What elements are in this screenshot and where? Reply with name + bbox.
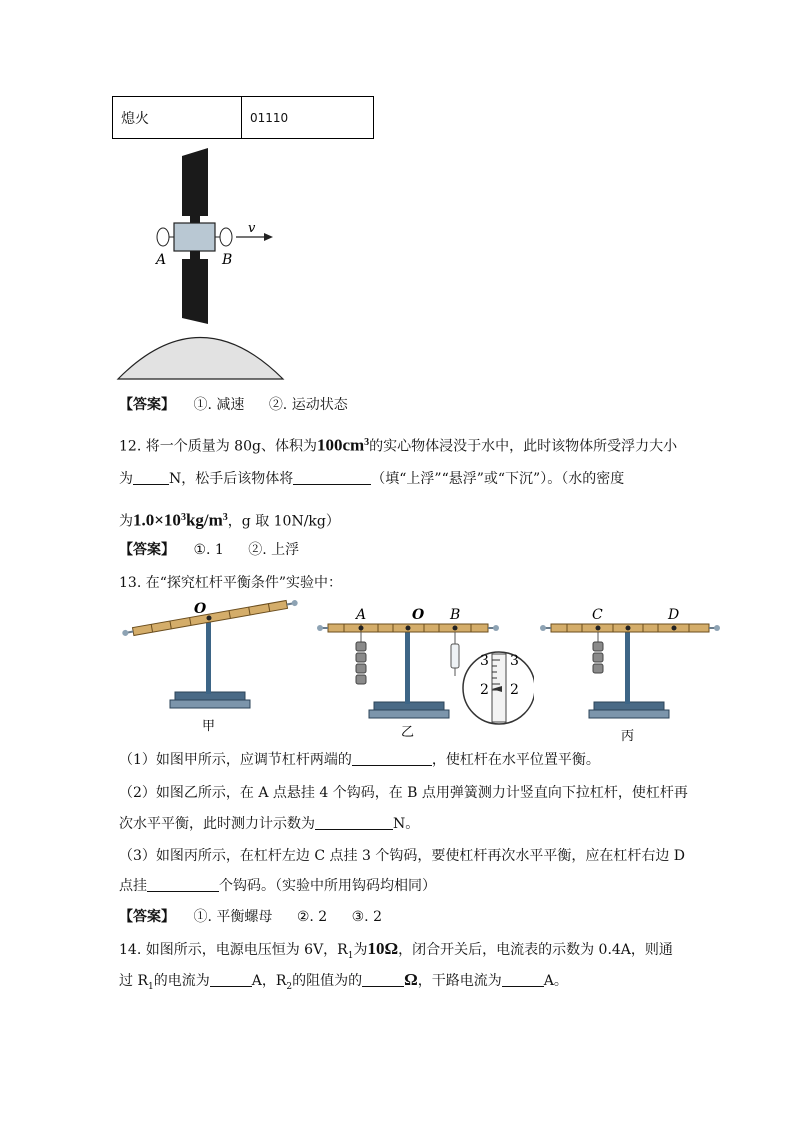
answer-blank[interactable]: [315, 815, 393, 830]
answer-blank[interactable]: [362, 972, 404, 987]
answer-item: ①. 平衡螺母: [193, 909, 273, 925]
lever-figure-jia: [118, 596, 303, 736]
q13-part2-line1: （2）如图乙所示，在 A 点悬挂 4 个钩码，在 B 点用弹簧测力计竖直向下拉杠杆，使杠杆再: [119, 785, 688, 801]
solar-panel-bottom: [182, 259, 208, 324]
density-exponent: 3: [180, 512, 186, 523]
pivot-label: O: [194, 601, 207, 617]
q12-line1: [119, 433, 677, 457]
q14-text: 的电流为: [153, 973, 210, 989]
status-table: [112, 96, 374, 139]
q14-text: ，闭合开关后，电流表的示数为 0.4A，则通: [398, 942, 673, 958]
subscript: 2: [286, 981, 293, 992]
q14-text: 为: [353, 942, 368, 958]
answer-item: ②. 运动状态: [268, 397, 348, 413]
table-cell-label: 熄火: [113, 97, 242, 139]
figure-caption: 甲: [202, 719, 216, 734]
figure-caption: 乙: [401, 725, 415, 740]
answer-blank[interactable]: [352, 751, 432, 766]
q12-line2: [119, 469, 624, 489]
q13-part1: [119, 750, 600, 770]
q13-text: N。: [393, 816, 420, 832]
lever-figure-yi: [314, 600, 534, 742]
density-unit-exponent: 3: [222, 512, 228, 523]
answer-blank[interactable]: [133, 470, 169, 485]
q13-text: 个钩码。（实验中所用钩码均相同）: [219, 878, 436, 894]
q12-text: 为: [119, 471, 133, 487]
q13-text: 次水平平衡，此时测力计示数为: [119, 816, 315, 832]
resistance-value: 10Ω: [367, 939, 399, 958]
solar-panel-top: [182, 148, 208, 216]
answer-blank[interactable]: [210, 972, 252, 987]
answer-item: ①. 减速: [193, 397, 245, 413]
q13-text: （1）如图甲所示，应调节杠杆两端的: [119, 752, 352, 768]
q14-text: 过 R: [119, 973, 148, 989]
table-row: [113, 97, 374, 139]
q13-part2-line2: [119, 814, 419, 834]
weights-c-icon: [593, 632, 603, 673]
scale-tick: 3: [510, 653, 519, 669]
q13-text: ，使杠杆在水平位置平衡。: [431, 752, 600, 768]
q14-text: 14. 如图所示，电源电压恒为 6V，R: [119, 942, 348, 958]
pivot-label: O: [412, 607, 425, 623]
answer-blank[interactable]: [147, 877, 219, 892]
q12-text: 的实心物体浸没于水中，此时该物体所受浮力大小: [369, 438, 678, 455]
q14-line1: [119, 939, 673, 966]
satellite-body: [174, 223, 215, 251]
spring-scale-icon: [451, 632, 459, 676]
answer-item: ③. 2: [351, 909, 382, 925]
point-c-label: C: [592, 607, 603, 623]
answer-blank[interactable]: [293, 470, 371, 485]
ohm-symbol: Ω: [404, 970, 418, 989]
answer-item: ①. 1: [193, 542, 224, 558]
answer-blank[interactable]: [502, 972, 544, 987]
q14-text: A。: [543, 973, 568, 989]
q12-text: ，g 取 10N/kg）: [227, 513, 340, 530]
point-d-label: D: [668, 607, 680, 623]
table-cell-code: 01110: [242, 97, 374, 139]
q13-title: 13. 在“探究杠杆平衡条件”实验中：: [119, 575, 343, 591]
answer-line-13: [119, 907, 382, 927]
q13-part3-line2: [119, 876, 436, 896]
answer-item: ②. 上浮: [248, 542, 300, 558]
volume-exponent: 3: [364, 437, 370, 448]
thruster-b-icon: [220, 228, 232, 246]
q14-text: ，干路电流为: [417, 973, 502, 989]
label-v: v: [248, 221, 256, 236]
scale-tick: 2: [510, 682, 519, 698]
weights-a-icon: [356, 632, 366, 684]
point-a-label: A: [356, 607, 367, 623]
subscript: 1: [148, 981, 154, 992]
subscript: 1: [347, 950, 354, 961]
q12-text: 为: [119, 513, 133, 530]
q13-part3-line1: （3）如图丙所示，在杠杆左边 C 点挂 3 个钩码，要使杠杆再次水平平衡，应在杠杆右边 D: [119, 848, 685, 864]
q12-text: 12. 将一个质量为 80g、体积为: [119, 438, 317, 455]
thruster-a-icon: [157, 228, 169, 246]
q12-text: （填“上浮”“悬浮”或“下沉”）。（水的密度: [371, 471, 625, 487]
planet-surface: [118, 338, 283, 380]
answer-line-12: [119, 540, 299, 560]
q14-line2: [119, 970, 568, 997]
satellite-figure: [110, 148, 310, 383]
scale-tick: 2: [480, 682, 489, 698]
q12-line3: [119, 508, 340, 532]
answer-item: ②. 2: [296, 909, 328, 925]
point-b-label: B: [450, 607, 461, 623]
answer-tag: 【答案】: [119, 542, 175, 558]
q14-text: 的阻值为的: [292, 973, 363, 989]
volume-value: 100cm: [316, 435, 365, 455]
scale-tick: 3: [480, 653, 489, 669]
lever-figure-bing: [537, 600, 727, 742]
q14-text: A，R: [251, 973, 287, 989]
q12-text: N，松手后该物体将: [169, 471, 294, 487]
figure-caption: 丙: [621, 729, 635, 742]
density-unit: kg/m: [185, 510, 223, 530]
density-value: 1.0×10: [133, 510, 181, 530]
answer-tag: 【答案】: [119, 909, 175, 925]
label-b: B: [222, 252, 233, 268]
q13-text: 点挂: [119, 878, 147, 894]
answer-tag: 【答案】: [119, 397, 175, 413]
label-a: A: [156, 252, 167, 268]
answer-line-11: [119, 395, 348, 415]
